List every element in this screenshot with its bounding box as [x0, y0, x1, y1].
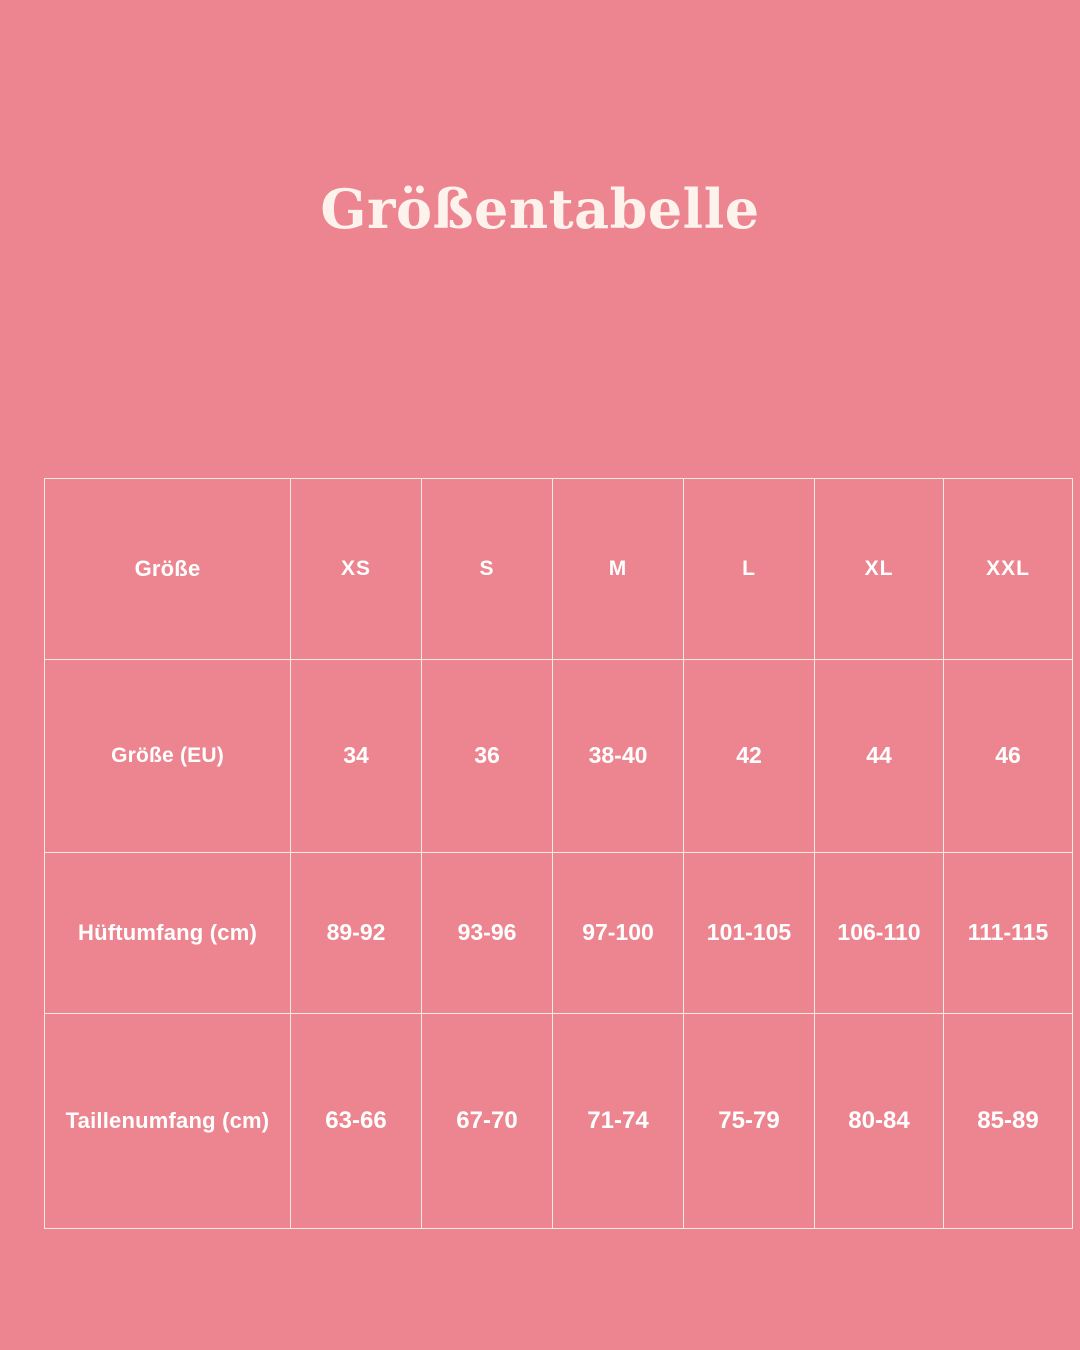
cell-hueftumfang-xxl: 111-115 — [944, 853, 1073, 1014]
row-label-groesse-eu: Größe (EU) — [45, 660, 291, 853]
cell-taillenumfang-l: 75-79 — [684, 1014, 815, 1229]
table-row-taillenumfang — [45, 1014, 1073, 1229]
cell-taillenumfang-xxl: 85-89 — [944, 1014, 1073, 1229]
header-size-s: S — [422, 479, 553, 660]
header-label-groesse: Größe — [45, 479, 291, 660]
cell-hueftumfang-xs: 89-92 — [291, 853, 422, 1014]
cell-hueftumfang-l: 101-105 — [684, 853, 815, 1014]
cell-hueftumfang-m: 97-100 — [553, 853, 684, 1014]
cell-taillenumfang-xs: 63-66 — [291, 1014, 422, 1229]
table-row-header — [45, 479, 1073, 660]
table-row-hueftumfang — [45, 853, 1073, 1014]
table-row-groesse-eu — [45, 660, 1073, 853]
row-label-hueftumfang: Hüftumfang (cm) — [45, 853, 291, 1014]
cell-groesse-eu-xl: 44 — [815, 660, 944, 853]
cell-groesse-eu-s: 36 — [422, 660, 553, 853]
cell-groesse-eu-l: 42 — [684, 660, 815, 853]
cell-taillenumfang-s: 67-70 — [422, 1014, 553, 1229]
cell-taillenumfang-m: 71-74 — [553, 1014, 684, 1229]
page-title: Größentabelle — [320, 177, 760, 241]
cell-hueftumfang-xl: 106-110 — [815, 853, 944, 1014]
size-table — [44, 478, 1073, 1229]
header-size-xs: XS — [291, 479, 422, 660]
header-size-m: M — [553, 479, 684, 660]
header-size-xxl: XXL — [944, 479, 1073, 660]
cell-taillenumfang-xl: 80-84 — [815, 1014, 944, 1229]
size-table-container — [44, 478, 1049, 1229]
header-size-l: L — [684, 479, 815, 660]
cell-groesse-eu-m: 38-40 — [553, 660, 684, 853]
header-size-xl: XL — [815, 479, 944, 660]
cell-groesse-eu-xs: 34 — [291, 660, 422, 853]
cell-groesse-eu-xxl: 46 — [944, 660, 1073, 853]
cell-hueftumfang-s: 93-96 — [422, 853, 553, 1014]
row-label-taillenumfang: Taillenumfang (cm) — [45, 1014, 291, 1229]
